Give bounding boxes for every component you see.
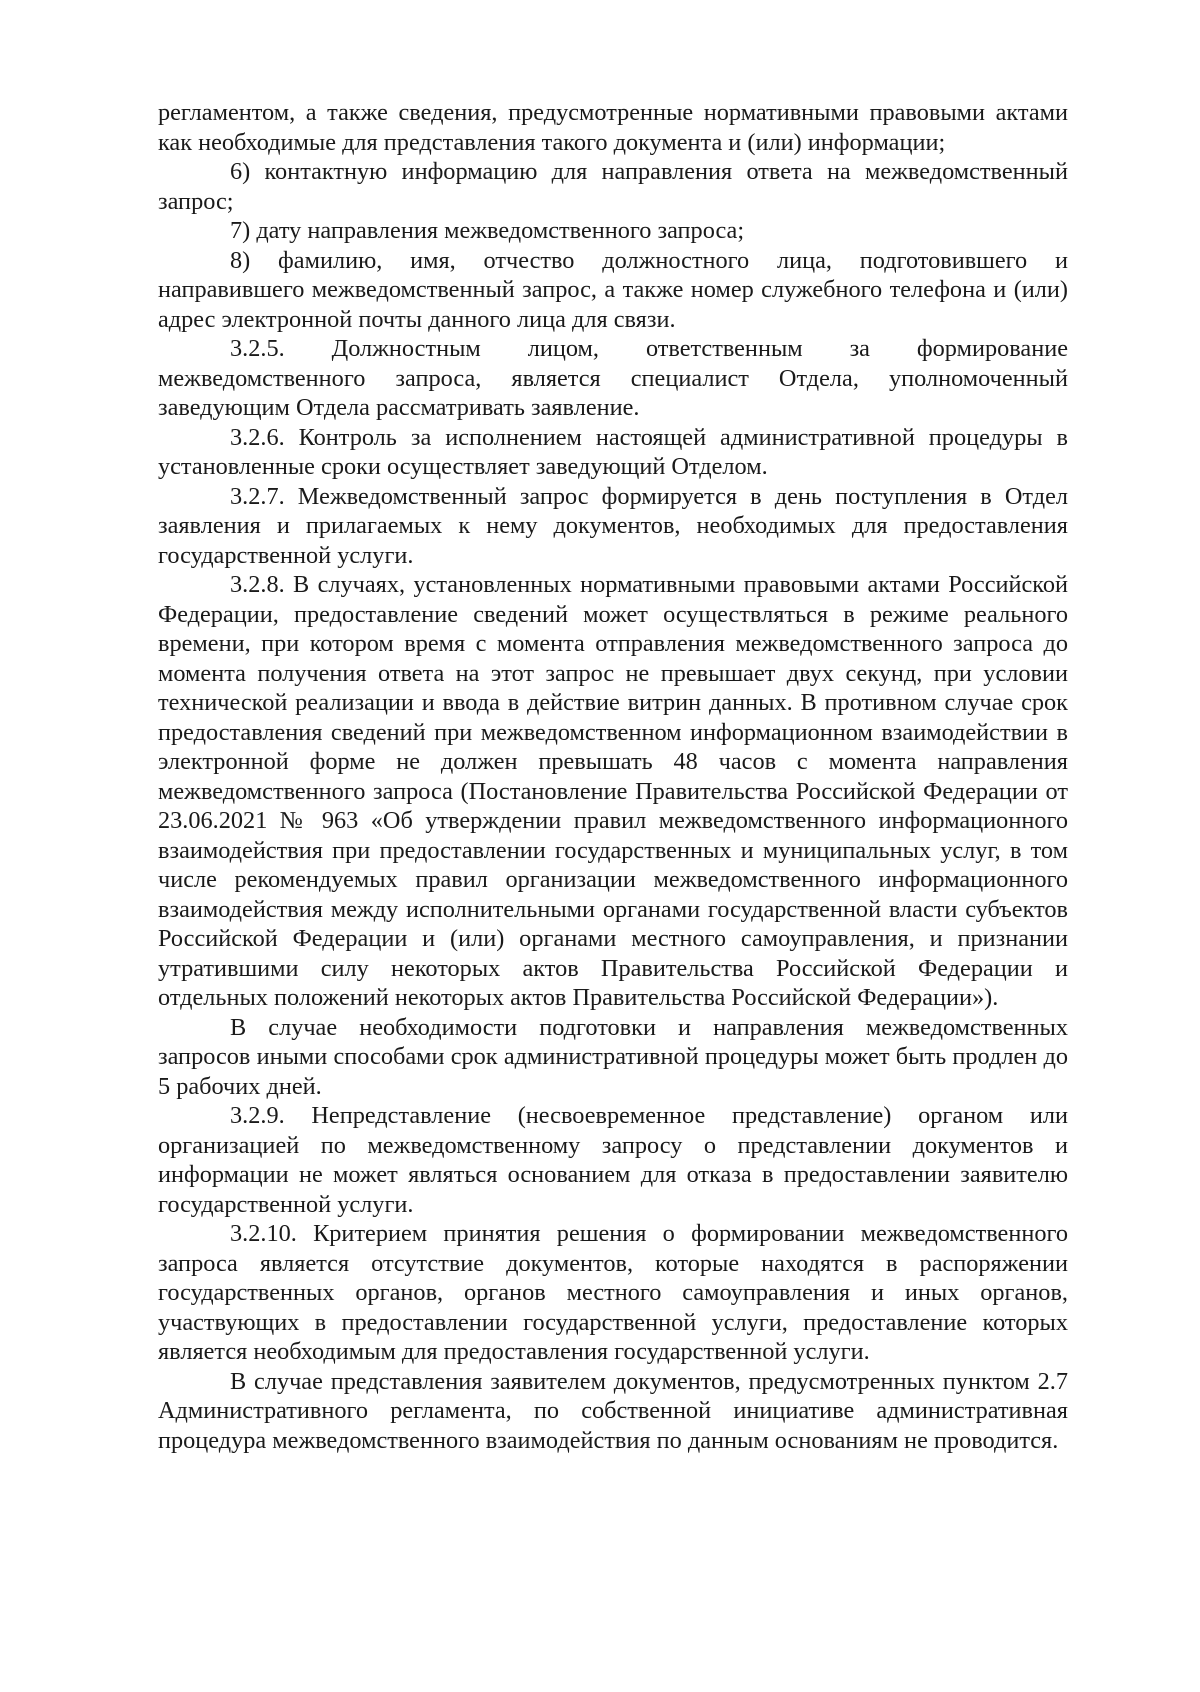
paragraph-item-7: 7) дату направления межведомственного запроса; <box>230 217 745 244</box>
paragraph-continuation: регламентом, а также сведения, предусмотренные нормативными правовыми актами как необходимые для представления такого документа и (или) информации; <box>158 99 1068 156</box>
paragraph-3-2-8: 3.2.8. В случаях, установленных нормативными правовыми актами Российской Федерации, предоставление сведений может осуществляться в режиме реального времени, при котором время с момента отправления межведомственного запроса до момента получения ответа на этот запрос не превышает двух секунд, при условии технической реализации и ввода в действие витрин данных. В противном случае срок предоставления сведений при межведомственном информационном взаимодействии в электронной форме не должен превышать 48 часов с момента направления межведомственного запроса (Постановление Правительства Российской Федерации от 23.06.2021 № 963 «Об утверждении правил межведомственного информационного взаимодействия при предоставлении государственных и муниципальных услуг, в том числе рекомендуемых правил организации межведомственного информационного взаимодействия между исполнительными органами государственной власти субъектов Российской Федерации и (или) органами местного самоуправления, и признании утратившими силу некоторых актов Правительства Российской Федерации и отдельных положений некоторых актов Правительства Российской Федерации»). <box>158 571 1068 1011</box>
paragraph-item-8: 8) фамилию, имя, отчество должностного лица, подготовившего и направившего межведомственный запрос, а также номер служебного телефона и (или) адрес электронной почты данного лица для связи. <box>158 246 1068 333</box>
paragraph-3-2-9: 3.2.9. Непредставление (несвоевременное представление) органом или организацией по межведомственному запросу о представлении документов и информации не может являться основанием для отказа в предоставлении заявителю государственной услуги. <box>158 1102 1068 1218</box>
paragraph-item-6: 6) контактную информацию для направления ответа на межведомственный запрос; <box>158 158 1068 215</box>
paragraph-3-2-5: 3.2.5. Должностным лицом, ответственным за формирование межведомственного запроса, является специалист Отдела, уполномоченный заведующим Отдела рассматривать заявление. <box>158 335 1068 421</box>
paragraph-3-2-6: 3.2.6. Контроль за исполнением настоящей административной процедуры в установленные сроки осуществляет заведующий Отделом. <box>158 423 1068 480</box>
document-page <box>158 98 1068 1455</box>
paragraph-3-2-7: 3.2.7. Межведомственный запрос формируется в день поступления в Отдел заявления и прилагаемых к нему документов, необходимых для предоставления государственной услуги. <box>158 482 1068 569</box>
paragraph-3-2-10: 3.2.10. Критерием принятия решения о формировании межведомственного запроса является отсутствие документов, которые находятся в распоряжении государственных органов, органов местного самоуправления и иных органов, участвующих в предоставлении государственной услуги, предоставление которых является необходимым для предоставления государственной услуги. <box>158 1220 1068 1365</box>
paragraph-extension: В случае необходимости подготовки и направления межведомственных запросов иными способами срок административной процедуры может быть продлен до 5 рабочих дней. <box>158 1013 1068 1100</box>
paragraph-own-initiative: В случае представления заявителем документов, предусмотренных пунктом 2.7 Административного регламента, по собственной инициативе административная процедура межведомственного взаимодействия по данным основаниям не проводится. <box>158 1367 1068 1454</box>
